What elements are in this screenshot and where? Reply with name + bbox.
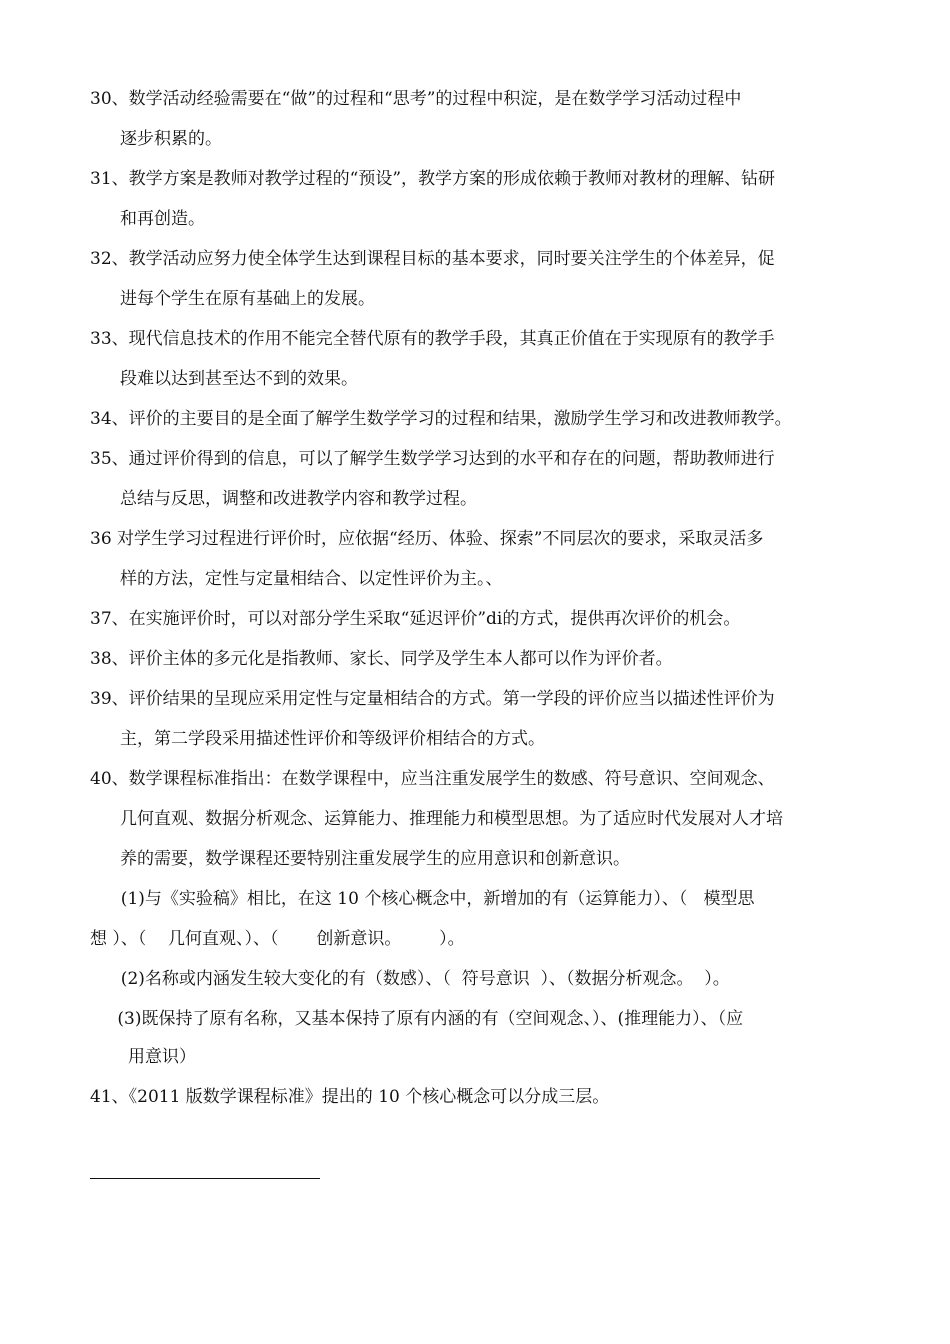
item-32-line-1: 32、教学活动应努力使全体学生达到课程目标的基本要求，同时要关注学生的个体差异，促 xyxy=(90,249,775,269)
item-40-line-1: 40、数学课程标准指出：在数学课程中，应当注重发展学生的数感、符号意识、空间观念、 xyxy=(90,769,775,789)
item-40-sub2-line-1: (2)名称或内涵发生较大变化的有（数感）、（ 符号意识 ）、（数据分析观念。 ）。 xyxy=(110,969,730,989)
item-30-line-2: 逐步积累的。 xyxy=(120,129,222,149)
item-32-line-2: 进每个学生在原有基础上的发展。 xyxy=(120,289,375,309)
item-40-line-2: 几何直观、数据分析观念、运算能力、推理能力和模型思想。为了适应时代发展对人才培 xyxy=(120,809,783,829)
item-36-line-2: 样的方法，定性与定量相结合、以定性评价为主。、 xyxy=(120,569,503,589)
item-31-line-2: 和再创造。 xyxy=(120,209,205,229)
item-40-sub1-line-2: 想 ）、（ 几何直观、）、（ 创新意识。 ）。 xyxy=(90,929,465,949)
item-37-line-1: 37、在实施评价时，可以对部分学生采取“延迟评价”di的方式，提供再次评价的机会。 xyxy=(90,609,741,629)
item-35-line-2: 总结与反思，调整和改进教学内容和教学过程。 xyxy=(120,489,477,509)
item-39-line-1: 39、评价结果的呈现应采用定性与定量相结合的方式。第一学段的评价应当以描述性评价为 xyxy=(90,689,775,709)
item-34-line-1: 34、评价的主要目的是全面了解学生数学学习的过程和结果，激励学生学习和改进教师教学。 xyxy=(90,409,792,429)
item-40-line-3: 养的需要，数学课程还要特别注重发展学生的应用意识和创新意识。 xyxy=(120,849,630,869)
item-35-line-1: 35、通过评价得到的信息，可以了解学生数学学习达到的水平和存在的问题，帮助教师进行 xyxy=(90,449,775,469)
item-33-line-1: 33、现代信息技术的作用不能完全替代原有的教学手段，其真正价值在于实现原有的教学手 xyxy=(90,329,775,349)
item-40-sub3-line-2: 用意识） xyxy=(128,1047,196,1067)
item-30-line-1: 30、数学活动经验需要在“做”的过程和“思考”的过程中积淀，是在数学学习活动过程中 xyxy=(90,89,742,109)
item-31-line-1: 31、教学方案是教师对教学过程的“预设”，教学方案的形成依赖于教师对教材的理解、钻研 xyxy=(90,169,776,189)
footnote-separator xyxy=(90,1178,320,1179)
item-39-line-2: 主，第二学段采用描述性评价和等级评价相结合的方式。 xyxy=(120,729,545,749)
item-40-sub1-line-1: (1)与《实验稿》相比，在这 10 个核心概念中，新增加的有（运算能力）、（ 模型思 xyxy=(110,889,755,909)
item-38-line-1: 38、评价主体的多元化是指教师、家长、同学及学生本人都可以作为评价者。 xyxy=(90,649,673,669)
item-41-line-1: 41、《2011 版数学课程标准》提出的 10 个核心概念可以分成三层。 xyxy=(90,1087,610,1107)
item-36-line-1: 36 对学生学习过程进行评价时，应依据“经历、体验、探索”不同层次的要求，采取灵活多 xyxy=(90,529,764,549)
item-33-line-2: 段难以达到甚至达不到的效果。 xyxy=(120,369,358,389)
item-40-sub3-line-1: (3)既保持了原有名称，又基本保持了原有内涵的有（空间观念、）、(推理能力）、（应 xyxy=(112,1009,744,1029)
